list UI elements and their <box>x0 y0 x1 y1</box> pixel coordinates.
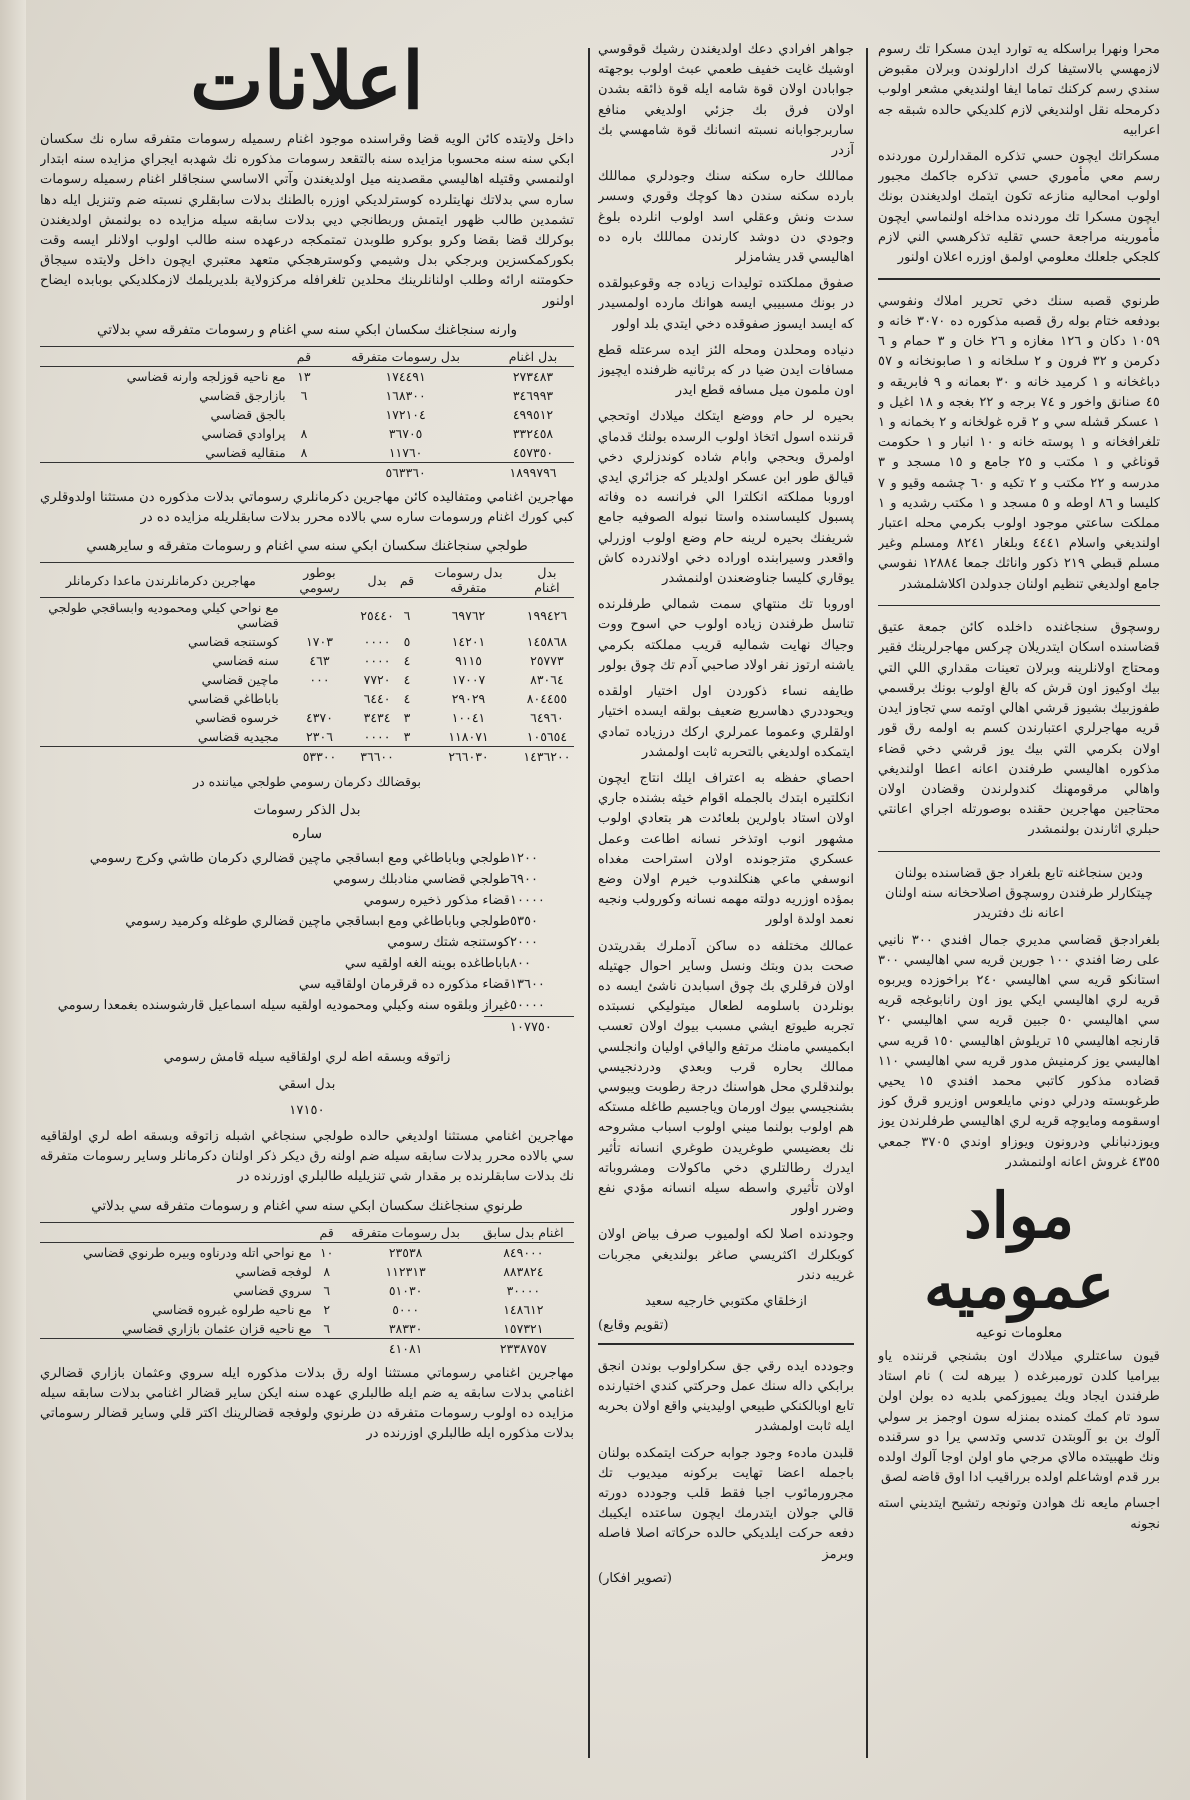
table-header: بدل رسومات متفرقه <box>339 1222 473 1242</box>
tulca-side-note: بوقضالك دكرمان رسومي طولجي مياننده در <box>193 774 421 790</box>
mid-paragraph: جواهر افرادي دعك اولديغندن رشيك قوقوسي اوشيك غايت خفيف طعمي عبث اولوب بوجهته جوابادن اولان قوة شامه ايله قوة ذائقه بشدن اولان فرق بك جزئي اولديغي منافع ساربرجوابانه نسبته انسانك قوة شامهسي بك آزدر <box>598 42 854 159</box>
amount: ٥٣٥٠ <box>510 914 538 930</box>
cell: ٠٠٠٠ <box>363 634 391 650</box>
amount: ١٣٦٠٠ <box>510 977 545 993</box>
cell: ٦ <box>300 387 308 403</box>
varna-table <box>40 346 574 482</box>
muhacir-note: مهاجرين اغنامي مستثنا اولديغي حالده طولجي سنجاغي اشبله زاتوقه وبسقه اطه لري اولقاقيه سي بالاده محرر بدلات سابقه سيله ضم اولنه رق ديكر ذكر اولنان دكرمانلر وساير رسومات متفرقه نك بدلات سابقلرنده بر مقدار شي تنزيليله طالبلري اوزرنده در <box>40 1129 574 1185</box>
cell: ٨٨٣٨٢٤ <box>503 1263 544 1279</box>
cell: ٤١٠٨١ <box>339 1338 473 1358</box>
cell: خرسوه قضاسي <box>195 710 279 726</box>
table-row <box>40 598 574 633</box>
cell: لوفجه قضاسي <box>235 1263 312 1279</box>
cell: ١٨٩٩٧٩٦ <box>492 462 574 482</box>
table-header: قم <box>315 1222 339 1242</box>
extra-fees-subtitle: ساره <box>291 826 323 843</box>
cell: ٢ <box>323 1301 331 1317</box>
cell: ٥٦٣٣٦٠ <box>319 462 492 482</box>
tirnova-table-caption: طرنوي سنجاغنك سكسان ابكي سنه سي اغنام و رسومات متفرقه سي بدلاتي <box>91 1197 523 1214</box>
cell: ٥٠٠٠ <box>392 1301 420 1317</box>
list-item <box>40 869 574 890</box>
cell: ٢٣٣٨٧٥٧ <box>473 1338 574 1358</box>
mid-paragraph: وجودده ايده رقي جق سكراولوب بوندن انجق برابكي داله سنك عمل وحركتي كندي اختيارنده تابع اوبالكنكي طبيعي اوليديني واقع اولان بحربه ايله ثابت اولمشدر <box>598 1358 854 1435</box>
table-row <box>40 405 574 424</box>
cell: ٢٩٠٢٩ <box>451 691 486 707</box>
zatoka-line: زاتوقه وبسقه اطه لري اولقاقيه سيله قامش رسومي <box>163 1050 451 1066</box>
cell: ٢٥٧٧٣ <box>530 653 564 669</box>
table-header: قم <box>289 346 320 366</box>
cell: ١٥٧٣٢١ <box>503 1320 544 1336</box>
cell: ٥ <box>403 634 411 650</box>
cell <box>282 598 358 633</box>
cell: ٣٠٠٠٠ <box>506 1282 541 1298</box>
cell: مع ناحيه قزان عثمان بازاري قضاسي <box>122 1320 312 1336</box>
mid-paragraph: احصاي حفظه به اعتراف ايلك انتاج ايچون انكلتيره ابتدك بالجمله اقوام خيثه بشنده جاري اولان استاد باولرين بلعائدت هر بتعادي اولوب مشهور انوب اوتذخر نسانه اطاعت وعمل عسكري متزجونده اولان استراحت مغداه انوسفي ماعي هنكلندوب خيرم اولان وضع بمؤده اوزريه دولته مهمه نسانه وكورولب ونجيه نعمد اولدة اولور <box>598 770 854 928</box>
cell: مع ناحيه قوزلجه وارنه قضاسي <box>126 368 286 384</box>
right-intro-paragraph-1: محرا ونهرا براسكله يه توارد ايدن مسكرا تك رسوم لازمهسي بالاستيفا كرك ادارلوندن وبرلان مقبوض سندي رسم كركنك تماما ايفا اولنديغي مشعر اولوب دكرمحله نقل اولنديغي لازم كلديكي حالده شبقه جه اعرابيه <box>878 42 1160 138</box>
table-header: بدل رسومات متفرقه <box>417 563 520 598</box>
cell: ٦ <box>323 1320 331 1336</box>
cell <box>397 747 417 767</box>
zatoka-sub: بدل اسقي <box>278 1076 336 1092</box>
cell: ٢٥٤٤٠ <box>360 607 394 623</box>
census-paragraph: طرنوي قصبه سنك دخي تحرير املاك ونفوسي بودفعه ختام بوله رق قصبه مذكوره ده ٣٠٧٠ خانه و ١٠٥٩ دكان و ١٢٦ مغازه و ٢٦ خان و ٣ حمام و ٦ دكرمن و ٣٢ فرون و ٢ سلخانه و ١ صابونخانه و ٥٧ دباغخانه و ١ كرميد خانه و ٣٠ بعمانه و ٩ فابريقه و ٤٥ صنانق واخور و ٧٤ برجه و ٢٢ بغجه و ١٨ اغيل و ١ عسكر قشله سي و ٢ قره غولخانه و ٢ بخمانه و ١ تلغرافخانه و ١ پوسته خانه و ١٠ انبار و ١ حكومت قوناغي و ١ مكتب و ٢٥ جامع و ١٥ مسجد و ٣ مدرسه و ٢٢ مكتب و ٢ تكيه و ٦٠ چشمه وقيو و ٧ كليسا و ٨٦ اوطه و ٥ مسجد و ١ مكتب رشديه و ١ مملكت ساعتي موجود اولوب بكرمي محله اعتبار اولنديغي واسلام ٤٤٤١ وبلغار ٨٢٤١ ومسلم وغير مسلم قبطي ٢١٩ ذكور واناثك جمعا ١٢٨٨٤ نفوسي جامع اولديغي تنظيم اولنان جدولدن اكلاشلمشدر <box>878 293 1160 592</box>
list-item <box>40 995 574 1016</box>
table-row <box>40 632 574 651</box>
list-item <box>40 974 574 995</box>
divider <box>598 1343 854 1345</box>
cell: مجيديه قضاسي <box>197 729 279 745</box>
column-rule <box>866 48 868 1758</box>
table-row <box>40 1319 574 1339</box>
list-total <box>484 1016 574 1038</box>
zatoka-amount: ١٧١٥٠ <box>289 1102 325 1118</box>
clock-paragraph: قيون ساعتلري ميلادك اون بشنجي قرننده ياو بيراميا كلدن تورمبرغده ( بيرهه لت ) نام استاد طرفندن ايجاد ويك يميوزكمي بلديه ده بولن اولن سود تام كمك كمنده بمنزله سون اوجمز بر سولي آلوك بن بو آلوبتدن تدسي وتدسي يرا دو سرقنده ونك طهبيتده مالاي مرجي ماو اولن اوجا آلوك اولده برر قدم اوشاعلم اولده برراقيب ادا اوق قاضه لصق <box>878 1349 1160 1486</box>
table-total-row <box>40 1338 574 1358</box>
cell: ٣٤٦٩٩٣ <box>512 387 554 403</box>
cell: ٤٦٣ <box>309 653 330 669</box>
tirnova-table <box>40 1222 574 1358</box>
cell: ٢٣٥٣٨ <box>388 1244 423 1260</box>
cell: ١٠ <box>319 1244 334 1260</box>
right-column <box>878 40 1160 1772</box>
cell: ٦ <box>323 1282 331 1298</box>
cell: ١٧٠٣ <box>306 634 333 650</box>
cell: سروي قضاسي <box>233 1282 312 1298</box>
cell: ٠٠٠٠ <box>363 729 391 745</box>
item-name: غيراز وبلقوه سنه وكيلي ومحموديه اولقيه سيله اسماعيل قارشوسنده بغمعدا رسومي <box>57 998 510 1014</box>
cell: ٤ <box>403 672 411 688</box>
divider <box>878 851 1160 853</box>
final-note: مهاجرين اغنامي رسوماتي مستثنا اوله رق بدلات مذكوره ايله سروي وعثمان بازاري قضالري اغنامي بدلات سابقه يه ضم ايله طالبلري عهده سنه ايكن ساير قضالر اغنامي بدلات سابقه سيله مزايده ده اولوب رسومات متفرقه دن طرنوي ولوفجه قضالرينك اكتر قلي وساير قضالر رسوماتي بدلات مذكوره ايله طالبلري اوزرنده در <box>40 1365 574 1442</box>
cell <box>282 689 358 708</box>
cell: ٨٤٩٠٠٠ <box>503 1244 544 1260</box>
amount: ٨٠٠ <box>510 956 531 972</box>
cell: ١١٨٠٧١ <box>448 729 489 745</box>
table-row <box>40 443 574 463</box>
table-header <box>40 346 289 366</box>
table-row <box>40 727 574 747</box>
cell: ٩١١٥ <box>455 653 482 669</box>
table-header: بدل رسومات متفرقه <box>319 346 492 366</box>
cell: ٥١٠٣٠ <box>388 1282 423 1298</box>
item-name: قضاء مذكوره ده قرقرمان اولقاقيه سي <box>298 977 510 993</box>
cell: منقاليه قضاسي <box>205 444 286 460</box>
mid-paragraph: صفوق مملكتده توليدات زياده جه وقوعبولقده در بونك مسبيبي ايسه هوانك مارده اولمسيدر كه ايسد ايسوز صفوقده دخي ايتدي بلد اولور <box>598 276 854 332</box>
cell <box>289 462 320 482</box>
cell: ٢٦٦٠٣٠ <box>417 747 520 767</box>
cell: ١٧٤٤٩١ <box>385 368 426 384</box>
amount: ١٢٠٠ <box>510 851 538 867</box>
section-subtitle: معلومات نوعيه <box>975 1325 1063 1342</box>
table-row <box>40 689 574 708</box>
cell: باباطاغي قضاسي <box>187 691 279 707</box>
cell <box>40 1338 315 1358</box>
column-rule <box>588 48 590 1758</box>
cell: ٠٠٠ <box>309 672 330 688</box>
amount: ٥٠٠٠٠ <box>510 998 545 1014</box>
announcement-intro: داخل ولايتده كائن الويه قضا وقراسنده موجود اغنام رسميله رسومات متفرقه ساره نك سكسان ابكي سنه سنه محسوبا مزايده سنه بالتقعد رسومات مذكوره نك شهدبه ايجراي مزايده سنه ابتدار اولنمسي وقتيله اهاليسي مقصدينه ميل اولديغندن وآتي الاساسي سنجاقلر اغنام رسميله رسومات ساره سي بدلاتك نهايتلرده كوسترلديكي اوزره بالطنك بدلات سابقلري نسبته ضم وتنزيل ايله دها تشمدين طالب ظهور ايتمش وربطانجي ديي بدلات سابقه سيله مزايده ده بولنمش اولديغندن بوكرلك قضا بقضا وكرو بوكرو طلوبدن تمتمكجه درعهده سنه طالب اولوب اولانلر ايسه وقت بكوركمكسزين وبرجكي بدل وشيمي وكوسترهجكي متعهد معتبري ايچون داخل ولايتده سيجاق حكومتنه ارائه وطلب اولنانلرينك محلدين تلغرافله مركزولاية بلديريلمك لازمكلديكي بوبابده ايضاح اولنور <box>40 132 574 309</box>
varna-note: مهاجرين اغنامي ومتفاليده كائن مهاجرين دكرمانلري رسوماتي بدلات مذكوره دن مستثنا اولدوقلري كبي كورك اغنام ورسومات ساره سي بالاده محرر بدلات سابقلريله مزايده ده در <box>40 489 574 526</box>
tulca-table-caption: طولجي سنجاغنك سكسان ابكي سنه سي اغنام و رسومات متفرقه و سايرهسي <box>86 538 528 555</box>
cell: ٣ <box>403 729 411 745</box>
amount: ٢٠٠٠ <box>510 935 538 951</box>
table-row <box>40 1242 574 1262</box>
cell: ٣٦٦٠٠ <box>357 747 397 767</box>
cell: ١٤٨٦١٢ <box>503 1301 544 1317</box>
cell: مع نواحي اتله ودرناوه وبيره طرنوي قضاسي <box>82 1244 312 1260</box>
cell: ٨ <box>300 444 308 460</box>
table-header <box>40 1222 315 1242</box>
table-total-row <box>40 462 574 482</box>
table-row <box>40 424 574 443</box>
vidin-paragraph: بلغرادجق قضاسي مديري جمال افندي ٣٠٠ نانيي على رضا افندي ١٠٠ جورين قريه سي اهاليسي ٣٠٠ استانكو قريه سي اهاليسي ٢٤٠ براخوزده ويربوه قريه لري اهاليسي ايكي يوز اون رانابوغجه قريه سي اهاليسي ٥٠ جبين قريه سي اهاليسي ٢٠ قارنجه اهاليسي ١٥ تريلوش اهاليسي ١٥٠ قريه سي اهاليسي يوز كرمنيش مدور قريه سي اهاليسي ١١٠ قضاده مذكور كاتبي محمد افندي ١٥ يحيي طرغوبسته ودرلي دوني مايلعوس اوزيرو قرق كوز اوسقومه ومايوچه قريه لري اهاليسي طرفلرندن يوز ويوزدنبانلي ودرونون ويوزاو اوندي ٣٧٠٥ جمعي ٤٣٥٥ غروش اعانه اولنمشدر <box>878 932 1160 1170</box>
mid-paragraph: طايفه نساء ذكوردن اول اختيار اولقده ويحوددري دهاسريع ضعيف بولقه ايسده اختيار اولقلري وعموما عمرلري اركك درزياده تمادي ايتمكده اولديغي بالتحربه ثابت اولمشدر <box>598 684 854 760</box>
cell: ٤٩٩٥١٢ <box>512 406 554 422</box>
cell: ٨٣٠٦٤ <box>530 672 564 688</box>
source-note: ازخلقاي مكتوبي خارجيه سعيد <box>645 1293 807 1309</box>
item-name: طولجي وباباطاغي ومع ابساقجي ماچين قضالري طوغله وكرميد رسومي <box>125 914 510 930</box>
divider <box>878 278 1160 280</box>
cell <box>315 1338 339 1358</box>
cell: ٠٠٠٠ <box>363 653 391 669</box>
table-header: اغنام بدل سابق <box>473 1222 574 1242</box>
cell: ١١٧٦٠ <box>388 444 423 460</box>
mid-paragraph: قلبدن مادهء وجود جوابه حركت ايتمكده بولنان باجمله اعضا تهايت بركونه ميديوب تك مجرورمائوب اجبا فقط قلب وجودده دورته قالي جولان ايتدرمك ايچون ساعتده ايكيبك دفعه حركت ايلديكي حالده حركاته اصلا فاصله وبرمز <box>598 1445 854 1562</box>
cell: ٤ <box>403 653 411 669</box>
cell: ماچين قضاسي <box>201 672 279 688</box>
cell <box>40 462 289 482</box>
mid-paragraph: دنياده ومحلدن ومحله الئز ايده سرعتله قطع مسافات ايدن ضيا در كه برثانيه ظرفنده ايچيوز اون ملمون ميل مسافه قطع ايدر <box>598 342 854 399</box>
cell: ١٠٠٤١ <box>451 710 486 726</box>
cell: پراوادي قضاسي <box>201 425 286 441</box>
cell: ٤٥٧٣٥٠ <box>512 444 554 460</box>
cell: ٨٠٤٤٥٥ <box>526 691 568 707</box>
table-header: بوطور رسومي <box>282 563 358 598</box>
cell <box>289 405 320 424</box>
extra-fees-title: بدل الذكر رسومات <box>253 802 361 819</box>
divider <box>878 605 1160 607</box>
liquid-paragraph: اجسام مايعه نك هوادن وتونجه رتشيح ايتديني استه نجونه <box>878 1496 1160 1532</box>
left-column <box>40 40 574 1772</box>
table-header: بدل <box>357 563 397 598</box>
cell: ٢٧٣٤٨٣ <box>512 368 554 384</box>
cell <box>40 747 282 767</box>
table-row <box>40 651 574 670</box>
cell: ٣٤٣٤ <box>363 710 391 726</box>
table-row <box>40 1300 574 1319</box>
announcements-title: اعلانات <box>190 40 424 127</box>
cell: ٢٣٠٦ <box>306 729 333 745</box>
list-item <box>40 890 574 911</box>
cell: ١١٢٣١٣ <box>385 1263 426 1279</box>
cell: ٣٨٣٣٠ <box>388 1320 423 1336</box>
cell: ١٠٥٦٥٤ <box>526 729 568 745</box>
amount: ٦٩٠٠ <box>510 872 538 888</box>
mid-paragraph: عمالك مختلفه ده ساكن آدملرك بقدريتدن صحت بدن وبتك ونسل وساير احوال جهتيله اولان فرقلري بك چوق اسبابدن ناشئ ايسه ده بونلردن باسلومه لطعال ميتوليكي نسبتده تجربه طيوتع ايشي مسبب بيوك اولان تعسب ابكميسي مامنك مرتفع واليافي اوليان وانجلسي ممالك بحاره قرب وبعدي ودردنجيسي بولندقلري محل هواسنك درجة رطوبت ويبوسي بشنجيسي بيوك اورمان وياجسيم طاغله مستکه هم اولوب بولنما ميني اولوب اسباب مشروحه نك بعضيسي طوغريدن طوغري انسانه تأثير ايدرك رطالتلري دخي ماكولات ومشروباته اولان تأثيري واسطه سيله انسانه مؤدي نفع وضرر اولور <box>598 938 854 1217</box>
right-intro-paragraph-2: مسكراتك ايچون حسي تذكره المقدارلرن موردنده رسم معي مأموري حسي تذكره جاكمك مجبور اولوب امحاليه منازعه تكون ايتمك اولديغندن بونك ايچون مسكرا تك موردنده مداخله اولنماسي ايچون مأمورينه مراجعة حسي تقليه تذكرهسي الني لازم كلجكي جلعلك معلومي اولمق اوزره اعلان اولنور <box>878 149 1160 266</box>
cell: ٨ <box>300 425 308 441</box>
table-header: بدل اغنام <box>520 563 574 598</box>
mid-paragraph: وجودنده اصلا لكه اولميوب صرف بياض اولان كوبكلرك اكثريسي صاغر بولنديغي مجربات غريبه دندر <box>598 1227 854 1283</box>
source-citation: (تقويم وقايع) <box>598 1318 669 1334</box>
cell: ٣٦٧٠٥ <box>388 425 423 441</box>
cell: ٧٧٢٠ <box>363 672 391 688</box>
table-row <box>40 1281 574 1300</box>
list-item <box>40 953 574 974</box>
cell: ٤٣٧٠ <box>306 710 333 726</box>
cell: ١٩٩٤٢٦ <box>526 607 568 623</box>
cell: ٦٩٧٦٢ <box>451 607 486 623</box>
middle-column <box>598 40 854 1772</box>
page-edge-shadow <box>0 0 26 1800</box>
extra-fees-list <box>40 848 574 1038</box>
list-item <box>40 848 574 869</box>
cell: ٣ <box>403 710 411 726</box>
item-name: طولجي وباباطاغي ومع ابساقجي ماچين قضالري دكرمان طاشي وكرج رسومي <box>89 851 510 867</box>
cell: ١٤٢٠١ <box>451 634 486 650</box>
table-row <box>40 708 574 727</box>
table-header: قم <box>397 563 417 598</box>
cell: ٨ <box>323 1263 331 1279</box>
cell: ١٧٢١٠٤ <box>385 406 426 422</box>
cell: بازارجق قضاسي <box>199 387 286 403</box>
mid-paragraph: مماللك حاره سكنه سنك وجودلري مماللك بارده سكنه سندن دها كوچك وقوري وسسر سدت ونش وعقلي اسد اولوب انلرده بلوغ وجودي دن دوشد كارندن مماللك باره ده اهاليسي قدر يشامزلر <box>598 169 854 266</box>
cell: ٦ <box>403 607 411 623</box>
list-item <box>40 911 574 932</box>
table-total-row <box>40 747 574 767</box>
cell: ١٤٣٦٢٠٠ <box>520 747 574 767</box>
varna-table-caption: وارنه سنجاغنك سكسان ابكي سنه سي اغنام و رسومات متفرقه سي بدلاتي <box>96 321 518 338</box>
item-name: قضاء مذكور ذخيره رسومي <box>363 893 510 909</box>
vidin-heading: ودين سنجاغنه تابع بلغراد جق قضاسنده بولنان چيتكارلر طرفندن روسچوق اصلاحخانه سنه اولنان اعانه نك دفتريدر <box>884 866 1154 922</box>
cell: بالجق قضاسي <box>210 406 286 422</box>
item-name: طولجي قضاسي منادبلك رسومي <box>332 872 510 888</box>
cell: ١٣ <box>297 368 311 384</box>
table-row <box>40 386 574 405</box>
mid-paragraph: اوروبا تك منتهاي سمت شمالي طرفلرنده تناسل طرفندن زياده اولوب حي اسوح ووت وجياك نهايت شماليه قريب مملكته بكرمي ياشنه ارتوز نفر اولاد صاحبي آدم تك چوق بولور <box>598 597 854 673</box>
cell: سنه قضاسي <box>212 653 279 669</box>
table-row <box>40 670 574 689</box>
rusçuk-aid-paragraph: روسچوق سنجاغنده داخلده كائن جمعة عتيق قضاسنده اسكان ايتدريلان چركس مهاجرلرينك فقير ومحتاج اولانلرينه وبرلان تعينات مقداري اللي التي بيك اوكيوز اون قرش كه بالغ اولوب بونك برقسمي طفوزبيك بشيوز قرشي اهالي اوتمه سي تجاوز ايدن قريه مهاجرلري اعتبارندن كسم به اولمه رق قور اولان بكرمي التي بيك يوز قرشي دخي قضاء مذكوره اهاليسي طرفندن اعانه اعطا اولنديغي واهالي مرقومهنك كندولرندن وقضادن اولان محتاجين مهاجرين حقنده بوصورتله اجراي اعانتي حبلري اثارندن بولنمشدر <box>878 620 1160 838</box>
cell: ١٦٨٣٠٠ <box>385 387 426 403</box>
amount: ١٠٧٧٥٠ <box>510 1020 552 1036</box>
cell: مع نواحي كيلي ومحموديه وابساقجي طولجي قضاسي <box>48 600 279 631</box>
section-title-general-matters: مواد عموميه <box>923 1179 1115 1323</box>
list-item <box>40 932 574 953</box>
cell: ٦٤٤٠ <box>363 691 391 707</box>
cell: مع ناحيه طرلوه غبروه قضاسي <box>152 1301 312 1317</box>
mid-paragraph: بحيره لر حام ووضع ايتكك ميلادك اوتحجي قرننده اسول اتخاذ اولوب الرسده بولنك قدماي اولمرق وبحجي وابام شاده كوندزلري دخي قيالق طور ابن عسكر اولديلر كه جزائري ايدي اوروبا مملكته انكلترا الي فرانسه ده وفاته پسبول كليساسنده واستا نبوله الصوفيه جامع شريفنك بحيره لرينه حام وضع اولوب اوزرلي واقعدر وسيرابنده اوراده دخي اولاندرده كاش يوقاري كليسا جناوضعندن اولنمشدر <box>598 409 854 587</box>
cell: كوستنجه قضاسي <box>188 634 279 650</box>
item-name: كوستنجه شتك رسومي <box>387 935 510 951</box>
table-header: بدل اغنام <box>492 346 574 366</box>
cell: ٥٣٣٠٠ <box>282 747 358 767</box>
tulca-table <box>40 562 574 766</box>
source-citation: (تصوير افكار) <box>598 1570 672 1586</box>
cell: ٤ <box>403 691 411 707</box>
cell: ١٤٥٨٦٨ <box>526 634 568 650</box>
table-header: مهاجرين دكرمانلرندن ماعدا دكرمانلر <box>40 563 282 598</box>
item-name: باباطاغده بوينه الغه اولقيه سي <box>344 956 510 972</box>
table-row <box>40 366 574 386</box>
cell: ٦٤٩٦٠ <box>530 710 564 726</box>
cell: ١٧٠٠٧ <box>451 672 486 688</box>
cell: ٣٣٢٤٥٨ <box>512 425 554 441</box>
table-row <box>40 1262 574 1281</box>
amount: ١٠٠٠٠ <box>510 893 545 909</box>
